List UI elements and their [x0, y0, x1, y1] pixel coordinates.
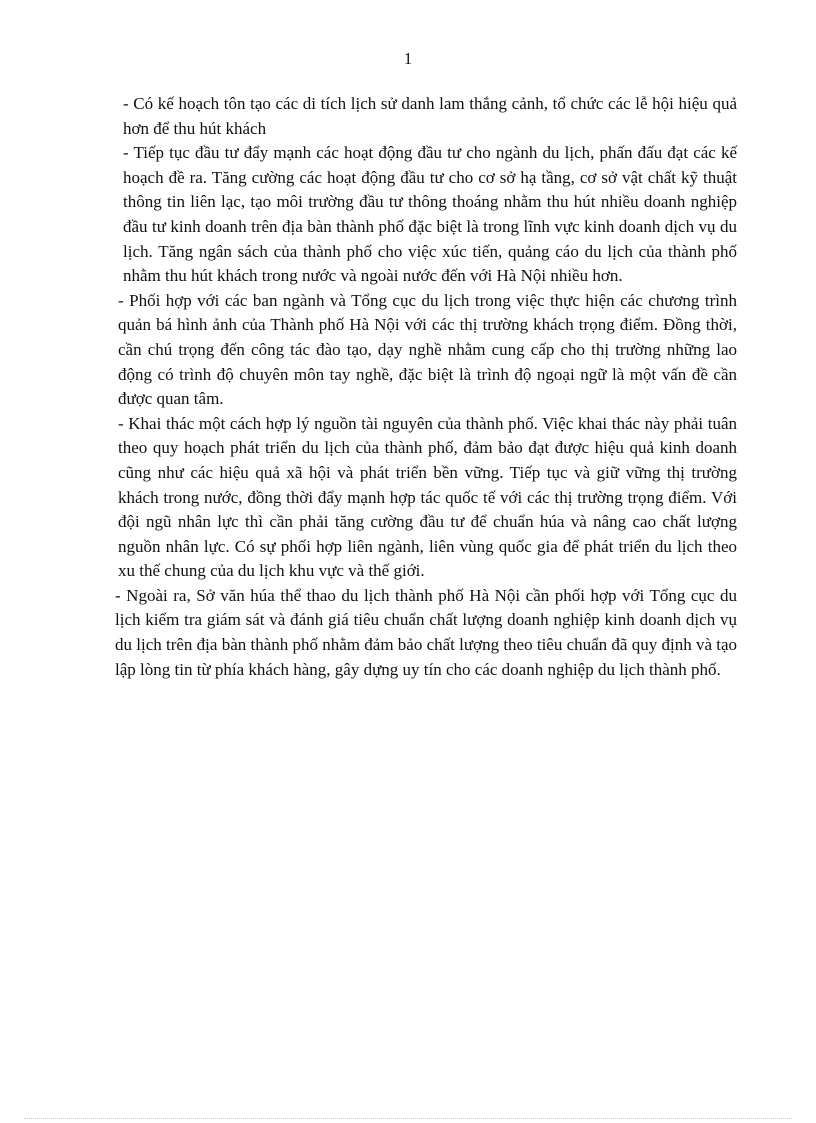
paragraph-monuments-festivals: - Có kế hoạch tôn tạo các di tích lịch sử danh lam thắng cảnh, tổ chức các lễ hội hiệu quả hơn để thu hút khách: [123, 94, 737, 138]
paragraph-resource-exploitation: - Khai thác một cách hợp lý nguồn tài nguyên của thành phố. Việc khai thác này phải tuân theo quy hoạch phát triển du lịch của thành phố, đảm bảo đạt được hiệu quả kinh doanh cũng như các hiệu quả xã hội và phát triển bền vững. Tiếp tục và giữ vững thị trường khách trong nước, đồng thời đẩy mạnh hợp tác quốc tế với các thị trường trọng điểm. Với đội ngũ nhân lực thì cần phải tăng cường đầu tư để chuẩn húa và nâng cao chất lượng nguồn nhân lực. Có sự phối hợp liên ngành, liên vùng quốc gia để phát triển du lịch theo xu thế chung của du lịch khu vực và thế giới.: [118, 413, 737, 581]
body-text: [115, 92, 737, 682]
page-bottom-divider: [24, 1118, 792, 1119]
page-number: 1: [403, 49, 413, 68]
paragraph-promotion-training: - Phối hợp với các ban ngành và Tổng cục du lịch trong việc thực hiện các chương trình quản bá hình ảnh của Thành phố Hà Nội với các thị trường khách trọng điểm. Đồng thời, cần chú trọng đến công tác đào tạo, dạy nghề nhằm cung cấp cho thị trường những lao động có trình độ chuyên môn tay nghề, đặc biệt là trình độ ngoại ngữ là một vấn đề cần được quan tâm.: [118, 290, 737, 409]
paragraph-quality-supervision: - Ngoài ra, Sở văn húa thể thao du lịch thành phố Hà Nội cần phối hợp với Tổng cục du lịch kiểm tra giám sát và đánh giá tiêu chuẩn chất lượng doanh nghiệp kinh doanh dịch vụ du lịch trên địa bàn thành phố nhằm đảm bảo chất lượng theo tiêu chuẩn đã quy định và tạo lập lòng tin từ phía khách hàng, gây dựng uy tín cho các doanh nghiệp du lịch thành phố.: [115, 585, 738, 679]
paragraph-investment: - Tiếp tục đầu tư đẩy mạnh các hoạt động đầu tư cho ngành du lịch, phấn đấu đạt các kế hoạch đề ra. Tăng cường các hoạt động đầu tư cho cơ sở hạ tầng, cơ sở vật chất kỹ thuật thông tin liên lạc, tạo môi trường đầu tư thông thoáng nhằm thu hút nhiều doanh nghiệp đầu tư kinh doanh trên địa bàn thành phố đặc biệt là trong lĩnh vực kinh doanh dịch vụ du lịch. Tăng ngân sách của thành phố cho việc xúc tiến, quảng cáo du lịch của thành phố nhằm thu hút khách trong nước và ngoài nước đến với Hà Nội nhiều hơn.: [123, 143, 737, 286]
